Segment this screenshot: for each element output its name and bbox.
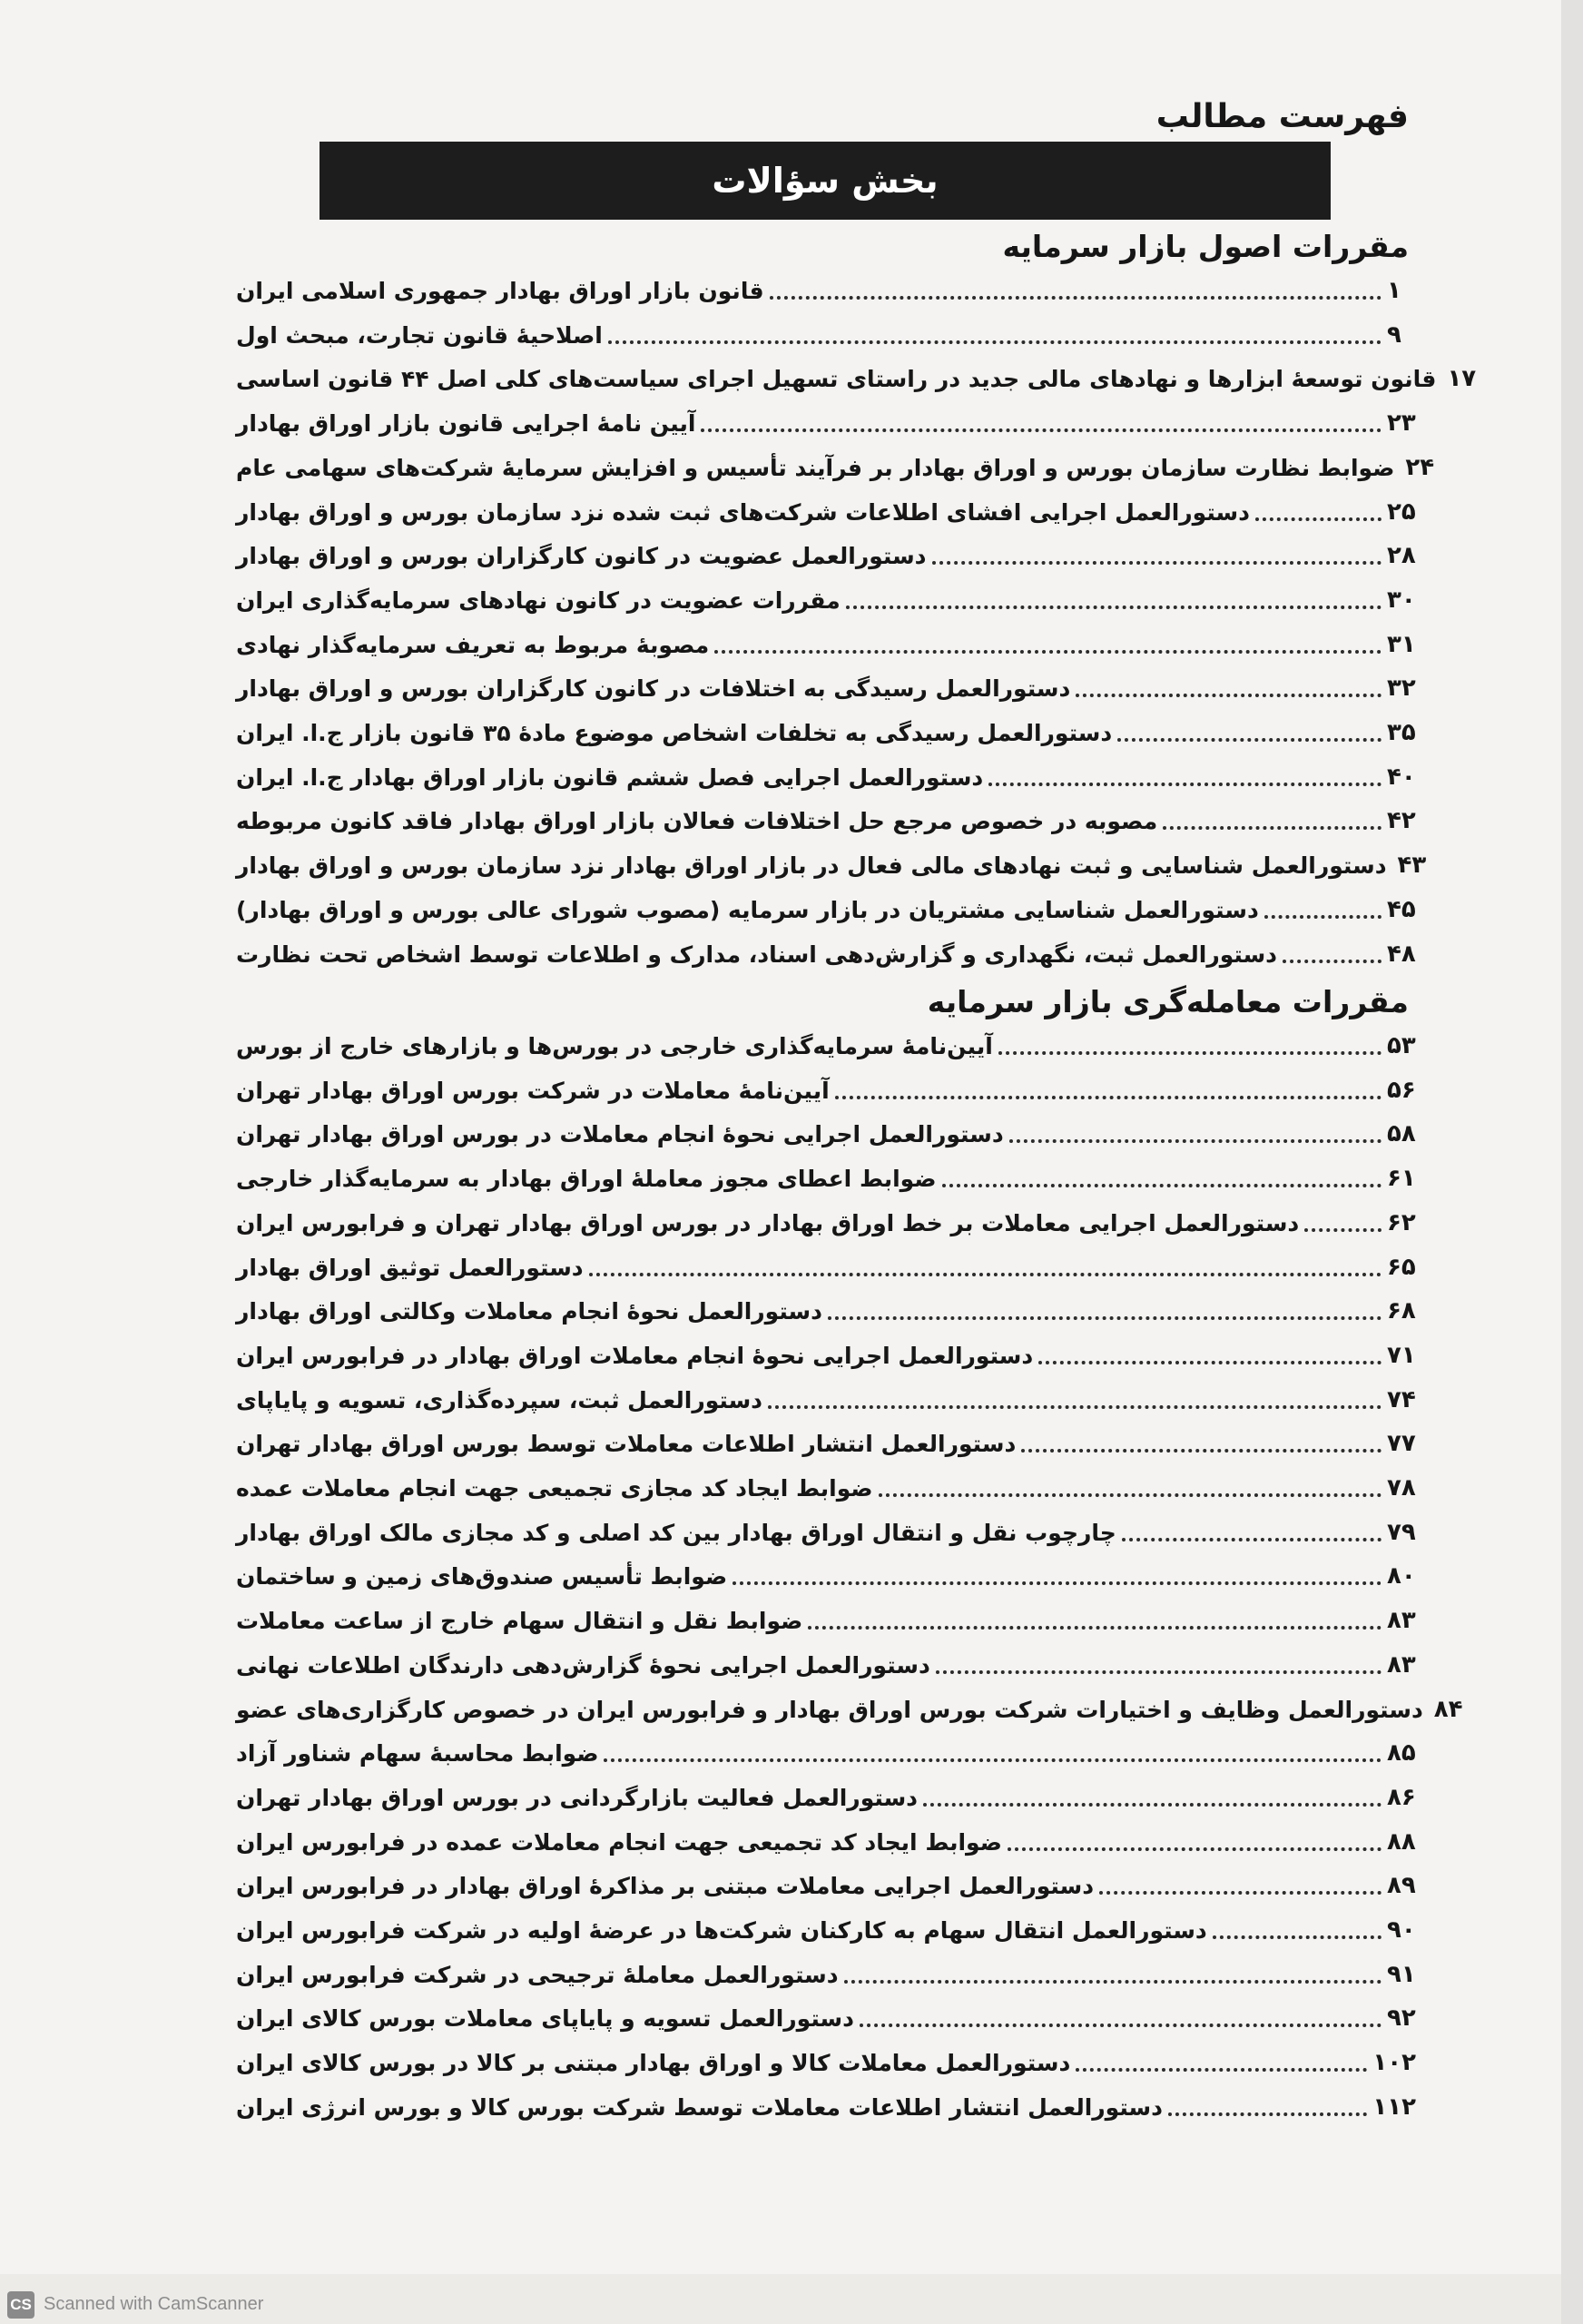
toc-entry[interactable] (236, 1866, 1416, 1905)
toc-entry-title: دستورالعمل انتشار اطلاعات معاملات توسط شرکت بورس کالا و بورس انرژی ایران (236, 2093, 1163, 2121)
toc-entry-title: مصوبه در خصوص مرجع حل اختلافات فعالان بازار اوراق بهادار فاقد کانون مربوطه (236, 807, 1158, 834)
toc-entry[interactable] (236, 271, 1416, 310)
toc-entry-title: دستورالعمل انتقال سهام به کارکنان شرکت‌ها در عرضهٔ اولیه در شرکت فرابورس ایران (236, 1916, 1207, 1944)
toc-entry[interactable] (236, 1291, 1416, 1331)
toc-entry-title: دستورالعمل انتشار اطلاعات معاملات توسط بورس اوراق بهادار تهران (236, 1430, 1017, 1457)
toc-entry-title: ضوابط تأسیس صندوق‌های زمین و ساختمان (236, 1562, 728, 1590)
toc-entry-title: اصلاحیهٔ قانون تجارت، مبحث اول (236, 321, 603, 349)
dot-leader (1283, 960, 1381, 963)
toc-entry[interactable] (236, 536, 1416, 576)
toc-page-number: ۱۷ (1447, 365, 1477, 392)
section-banner: بخش سؤالات (320, 142, 1331, 220)
toc-entry-title: آیین نامهٔ اجرایی قانون بازار اوراق بهادار (236, 409, 696, 437)
toc-entry-title: ضوابط اعطای مجوز معاملهٔ اوراق بهادار به سرمایه‌گذار خارجی (236, 1165, 937, 1192)
toc-page-number: ۷۴ (1387, 1386, 1416, 1413)
toc-page-number: ۸۳ (1387, 1607, 1416, 1634)
toc-page-number: ۸۴ (1433, 1696, 1463, 1723)
dot-leader (936, 1670, 1381, 1674)
toc-page-number: ۷۷ (1387, 1430, 1416, 1457)
dot-leader (714, 650, 1381, 654)
dot-leader (1009, 1139, 1381, 1143)
toc-entry-title: دستورالعمل توثیق اوراق بهادار (236, 1254, 584, 1281)
toc-entry[interactable] (236, 757, 1416, 797)
dot-leader (860, 2024, 1381, 2027)
dot-leader (733, 1581, 1381, 1585)
toc-entry-title: قانون توسعهٔ ابزارها و نهادهای مالی جدید در راستای تسهیل اجرای سیاست‌های کلی اصل ۴۴ قانون اساسی (236, 365, 1437, 392)
toc-page-number: ۸۹ (1387, 1872, 1416, 1899)
dot-leader (879, 1493, 1381, 1497)
dot-leader (604, 1758, 1381, 1762)
toc-entry-title: مقررات عضویت در کانون نهادهای سرمایه‌گذاری ایران (236, 586, 841, 614)
toc-entry[interactable] (236, 1335, 1416, 1375)
toc-entry-title: دستورالعمل اجرایی فصل ششم قانون بازار اوراق بهادار ج.ا. ایران (236, 763, 984, 791)
scanner-watermark: Scanned with CamScanner (44, 2294, 264, 2314)
toc-page-number: ۷۱ (1387, 1342, 1416, 1369)
toc-entry[interactable] (236, 625, 1416, 665)
dot-leader (1163, 826, 1381, 830)
toc-entry-title: دستورالعمل وظایف و اختیارات شرکت بورس اوراق بهادار و فرابورس ایران در خصوص کارگزاری‌های عضو (236, 1696, 1423, 1723)
dot-leader (1021, 1449, 1381, 1452)
toc-page-number: ۳۲ (1387, 675, 1416, 702)
toc-entry-title: چارچوب نقل و انتقال اوراق بهادار بین کد اصلی و کد مجازی مالک اوراق بهادار (236, 1519, 1116, 1546)
toc-page-number: ۹۰ (1387, 1916, 1416, 1944)
dot-leader (844, 1980, 1381, 1984)
toc-page-number: ۲۴ (1405, 454, 1435, 481)
scan-edge (1561, 0, 1583, 2324)
dot-leader (589, 1273, 1381, 1276)
dot-leader (923, 1803, 1381, 1807)
toc-page-number: ۴۲ (1387, 807, 1416, 834)
toc-page-number: ۵۶ (1387, 1077, 1416, 1104)
dot-leader (1099, 1891, 1381, 1895)
toc-entry[interactable] (236, 1777, 1416, 1817)
section-heading: مقررات اصول بازار سرمایه (1002, 229, 1409, 264)
toc-entry-title: دستورالعمل رسیدگی به اختلافات در کانون کارگزاران بورس و اوراق بهادار (236, 675, 1071, 702)
toc-entry[interactable] (236, 845, 1427, 885)
toc-entry[interactable] (236, 1114, 1416, 1154)
toc-page-number: ۳۱ (1387, 631, 1416, 658)
dot-leader (828, 1316, 1381, 1320)
toc-entry-title: مصوبهٔ مربوط به تعریف سرمایه‌گذار نهادی (236, 631, 710, 658)
toc-page-number: ۷۹ (1387, 1519, 1416, 1546)
toc-entry-title: ضوابط ایجاد کد مجازی تجمیعی جهت انجام معاملات عمده (236, 1474, 873, 1502)
dot-leader (770, 296, 1381, 300)
toc-page-number: ۸۶ (1387, 1784, 1416, 1811)
toc-entry[interactable] (236, 1556, 1416, 1596)
toc-entry[interactable] (236, 1512, 1416, 1552)
toc-entry[interactable] (236, 2087, 1416, 2127)
toc-page-number: ۵۳ (1387, 1032, 1416, 1059)
dot-leader (808, 1626, 1381, 1630)
toc-entry[interactable] (236, 1026, 1416, 1066)
toc-page-number: ۴۰ (1387, 763, 1416, 791)
toc-entry[interactable] (236, 1070, 1416, 1110)
toc-entry[interactable] (236, 403, 1416, 443)
dot-leader (701, 428, 1381, 432)
toc-entry-title: آیین‌نامهٔ سرمایه‌گذاری خارجی در بورس‌ها و بازارهای خارج از بورس (236, 1032, 993, 1059)
toc-entry[interactable] (236, 801, 1416, 841)
toc-entry-title: ضوابط نقل و انتقال سهام خارج از ساعت معاملات (236, 1607, 803, 1634)
toc-entry-title: دستورالعمل اجرایی نحوهٔ انجام معاملات اوراق بهادار در فرابورس ایران (236, 1342, 1034, 1369)
toc-page-number: ۵۸ (1387, 1120, 1416, 1147)
toc-entry[interactable] (236, 1158, 1416, 1198)
toc-entry[interactable] (236, 1247, 1416, 1287)
dot-leader (932, 561, 1382, 565)
toc-entry-title: دستورالعمل تسویه و پایاپای معاملات بورس کالای ایران (236, 2004, 854, 2032)
dot-leader (1008, 1847, 1381, 1851)
toc-page-number: ۶۲ (1387, 1209, 1416, 1236)
toc-entry[interactable] (236, 1645, 1416, 1685)
toc-page-number: ۶۸ (1387, 1297, 1416, 1324)
toc-page-number: ۷۸ (1387, 1474, 1416, 1502)
toc-entry[interactable] (236, 1203, 1416, 1243)
dot-leader (1304, 1228, 1381, 1232)
toc-page-number: ۱۰۲ (1372, 2049, 1416, 2076)
toc-page-number: ۱ (1387, 277, 1401, 304)
toc-entry-title: دستورالعمل شناسایی و ثبت نهادهای مالی فعال در بازار اوراق بهادار نزد سازمان بورس و اوراق بهادار (236, 852, 1387, 879)
toc-page-number: ۲۸ (1387, 542, 1416, 569)
toc-entry[interactable] (236, 448, 1435, 487)
toc-entry[interactable] (236, 315, 1416, 355)
toc-entry[interactable] (236, 1910, 1416, 1950)
toc-entry-title: دستورالعمل شناسایی مشتریان در بازار سرمایه (مصوب شورای عالی بورس و اوراق بهادار) (236, 896, 1259, 923)
toc-entry-title: دستورالعمل رسیدگی به تخلفات اشخاص موضوع مادهٔ ۳۵ قانون بازار ج.ا. ایران (236, 719, 1113, 746)
toc-page-number: ۹ (1387, 321, 1401, 349)
toc-entry[interactable] (236, 1733, 1416, 1773)
toc-entry-title: دستورالعمل اجرایی نحوهٔ انجام معاملات در بورس اوراق بهادار تهران (236, 1120, 1004, 1147)
toc-entry-title: دستورالعمل ثبت، سپرده‌گذاری، تسویه و پایاپای (236, 1386, 763, 1413)
toc-entry[interactable] (236, 1380, 1416, 1420)
toc-entry[interactable] (236, 1955, 1416, 1994)
toc-page-number: ۸۳ (1387, 1651, 1416, 1679)
toc-page-number: ۶۵ (1387, 1254, 1416, 1281)
dot-leader (998, 1051, 1381, 1055)
toc-page-number: ۴۳ (1397, 852, 1427, 879)
toc-page-number: ۹۱ (1387, 1961, 1416, 1988)
toc-page-number: ۹۲ (1387, 2004, 1416, 2032)
toc-page-number: ۸۸ (1387, 1828, 1416, 1856)
toc-entry-title: دستورالعمل معاملهٔ ترجیحی در شرکت فرابورس ایران (236, 1961, 839, 1988)
toc-entry[interactable] (236, 934, 1416, 974)
toc-entry-title: آیین‌نامهٔ معاملات در شرکت بورس اوراق بهادار تهران (236, 1077, 830, 1104)
toc-page-number: ۶۱ (1387, 1165, 1416, 1192)
dot-leader (1264, 915, 1381, 919)
toc-entry[interactable] (236, 890, 1416, 930)
dot-leader (768, 1405, 1381, 1409)
dot-leader (1255, 517, 1381, 521)
toc-entry-title: دستورالعمل اجرایی معاملات بر خط اوراق بهادار در بورس اوراق بهادار تهران و فرابورس ایران (236, 1209, 1300, 1236)
toc-entry-title: دستورالعمل نحوهٔ انجام معاملات وکالتی اوراق بهادار (236, 1297, 822, 1324)
camscanner-logo: CS (7, 2291, 34, 2319)
toc-page-number: ۱۱۲ (1372, 2093, 1416, 2121)
toc-entry[interactable] (236, 1822, 1416, 1862)
toc-entry[interactable] (236, 1689, 1463, 1729)
toc-entry[interactable] (236, 2043, 1416, 2083)
toc-entry[interactable] (236, 713, 1416, 753)
dot-leader (1122, 1538, 1381, 1541)
dot-leader (1168, 2112, 1367, 2116)
toc-page-number: ۳۰ (1387, 586, 1416, 614)
toc-page-number: ۸۰ (1387, 1562, 1416, 1590)
toc-entry-title: دستورالعمل اجرایی معاملات مبتنی بر مذاکرهٔ اوراق بهادار در فرابورس ایران (236, 1872, 1095, 1899)
toc-entry[interactable] (236, 492, 1416, 532)
dot-leader (1038, 1361, 1381, 1364)
toc-entry-title: دستورالعمل فعالیت بازارگردانی در بورس اوراق بهادار تهران (236, 1784, 918, 1811)
toc-entry[interactable] (236, 580, 1416, 620)
toc-entry-title: دستورالعمل ثبت، نگهداری و گزارش‌دهی اسناد، مدارک و اطلاعات توسط اشخاص تحت نظارت (236, 940, 1278, 968)
toc-entry-title: ضوابط ایجاد کد تجمیعی جهت انجام معاملات عمده در فرابورس ایران (236, 1828, 1002, 1856)
toc-page-number: ۸۵ (1387, 1739, 1416, 1767)
toc-entry-title: ضوابط محاسبهٔ سهام شناور آزاد (236, 1739, 599, 1767)
dot-leader (835, 1096, 1381, 1099)
dot-leader (1117, 738, 1381, 742)
dot-leader (608, 340, 1381, 344)
dot-leader (1076, 694, 1381, 697)
toc-entry[interactable] (236, 668, 1416, 708)
toc-page-number: ۳۵ (1387, 719, 1416, 746)
toc-entry[interactable] (236, 1468, 1416, 1508)
section-heading: مقررات معامله‌گری بازار سرمایه (927, 984, 1409, 1019)
toc-entry-title: قانون بازار اوراق بهادار جمهوری اسلامی ایران (236, 277, 764, 304)
toc-page-number: ۲۵ (1387, 498, 1416, 526)
toc-entry-title: ضوابط نظارت سازمان بورس و اوراق بهادار بر فرآیند تأسیس و افزایش سرمایهٔ شرکت‌های سهامی عام (236, 454, 1395, 481)
toc-entry[interactable] (236, 359, 1477, 399)
toc-page-number: ۴۸ (1387, 940, 1416, 968)
toc-entry[interactable] (236, 1423, 1416, 1463)
toc-entry-title: دستورالعمل اجرایی افشای اطلاعات شرکت‌های ثبت شده نزد سازمان بورس و اوراق بهادار (236, 498, 1250, 526)
toc-entry[interactable] (236, 1998, 1416, 2038)
toc-page-number: ۴۵ (1387, 896, 1416, 923)
dot-leader (942, 1184, 1381, 1187)
toc-entry-title: دستورالعمل معاملات کالا و اوراق بهادار مبتنی بر کالا در بورس کالای ایران (236, 2049, 1071, 2076)
toc-entry-title: دستورالعمل اجرایی نحوهٔ گزارش‌دهی دارندگان اطلاعات نهانی (236, 1651, 930, 1679)
dot-leader (846, 606, 1381, 609)
document-title: فهرست مطالب (1155, 98, 1409, 135)
dot-leader (1076, 2068, 1367, 2072)
dot-leader (1213, 1935, 1381, 1939)
toc-entry-title: دستورالعمل عضویت در کانون کارگزاران بورس و اوراق بهادار (236, 542, 927, 569)
toc-entry[interactable] (236, 1600, 1416, 1640)
dot-leader (988, 783, 1381, 786)
toc-page-number: ۲۳ (1387, 409, 1416, 437)
